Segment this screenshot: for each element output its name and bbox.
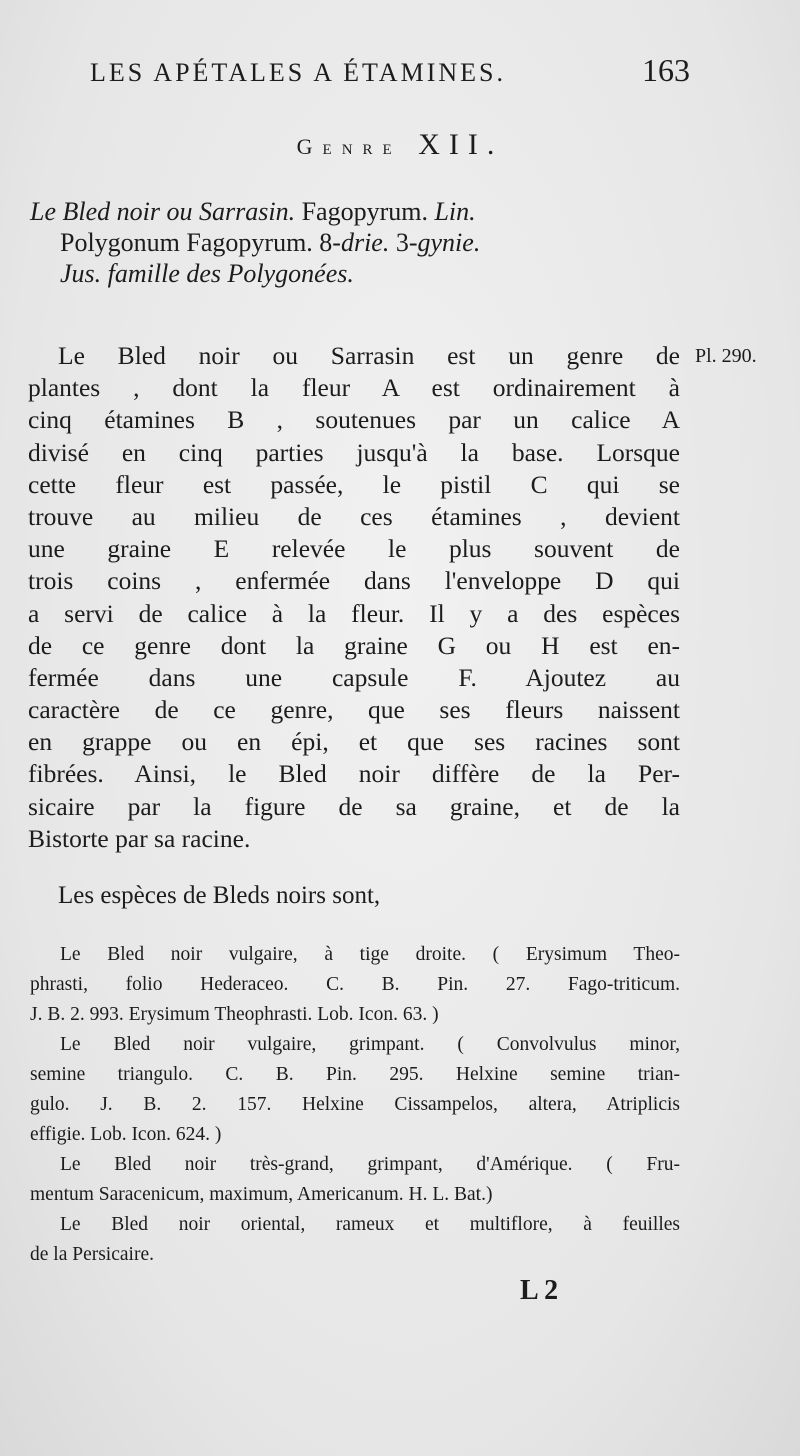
body-paragraph xyxy=(28,340,680,855)
body-line: Bistorte par sa racine. xyxy=(28,823,251,853)
body-line: de ce genre dont la graine G ou H est en- xyxy=(28,630,680,660)
intro-family: Jus. famille des Polygonées. xyxy=(60,259,354,288)
intro-gynie: gynie. xyxy=(417,228,481,257)
body-line: sicaire par la figure de sa graine, et de la xyxy=(28,791,680,821)
body-line: une graine E relevée le plus souvent de xyxy=(28,534,680,564)
genre-number: XII. xyxy=(418,128,504,161)
species-line: J. B. 2. 993. Erysimum Theophrasti. Lob. Icon. 63. ) xyxy=(30,1004,439,1025)
body-line: fibrées. Ainsi, le Bled noir diffère de la Per- xyxy=(28,759,680,789)
species-line: Le Bled noir vulgaire, grimpant. ( Convolvulus minor, xyxy=(60,1034,680,1055)
page-header xyxy=(90,52,690,89)
intro-polygonum: Polygonum Fagopyrum. 8- xyxy=(60,228,341,257)
signature-mark: L 2 xyxy=(520,1275,559,1306)
genre-word: Genre xyxy=(296,134,402,159)
intro-linnaeus-abbr: Lin. xyxy=(434,197,476,226)
body-line: trouve au milieu de ces étamines , devient xyxy=(28,501,680,531)
species-line: Le Bled noir oriental, rameux et multiflore, à feuilles xyxy=(60,1214,680,1235)
body-line: caractère de ce genre, que ses fleurs naissent xyxy=(28,695,680,725)
body-line: cinq étamines B , soutenues par un calice A xyxy=(28,405,680,435)
intro-line-2 xyxy=(30,227,680,258)
body-line: plantes , dont la fleur A est ordinairement à xyxy=(28,373,680,403)
body-line: en grappe ou en épi, et que ses racines sont xyxy=(28,727,680,757)
plate-reference: Pl. 290. xyxy=(695,345,757,367)
body-line: fermée dans une capsule F. Ajoutez au xyxy=(28,662,680,692)
intro-line-3 xyxy=(30,258,680,289)
species-line: semine triangulo. C. B. Pin. 295. Helxine semine trian- xyxy=(30,1064,680,1085)
body-line: a servi de calice à la fleur. Il y a des espèces xyxy=(28,598,680,628)
genus-intro xyxy=(30,196,680,289)
species-line: mentum Saracenicum, maximum, Americanum. H. L. Bat.) xyxy=(30,1184,493,1205)
species-line: Le Bled noir très-grand, grimpant, d'Amérique. ( Fru- xyxy=(60,1154,680,1175)
body-line: divisé en cinq parties jusqu'à la base. Lorsque xyxy=(28,437,680,467)
intro-line-1 xyxy=(30,196,680,227)
body-line: trois coins , enfermée dans l'enveloppe D qui xyxy=(28,566,680,596)
intro-drie: drie. xyxy=(340,228,390,257)
page-number: 163 xyxy=(642,52,690,88)
species-line: phrasti, folio Hederaceo. C. B. Pin. 27. Fago-triticum. xyxy=(30,974,680,995)
running-title: LES APÉTALES A ÉTAMINES. xyxy=(90,58,506,87)
intro-three: 3- xyxy=(395,228,418,257)
species-line: effigie. Lob. Icon. 624. ) xyxy=(30,1124,222,1145)
species-heading: Les espèces de Bleds noirs sont, xyxy=(58,882,381,909)
body-line: cette fleur est passée, le pistil C qui se xyxy=(28,469,680,499)
genre-heading xyxy=(0,128,800,162)
intro-latin-name: Fagopyrum. xyxy=(301,197,428,226)
species-line: gulo. J. B. 2. 157. Helxine Cissampelos, altera, Atriplicis xyxy=(30,1094,680,1115)
intro-common-name: Le Bled noir ou Sarrasin. xyxy=(30,197,296,226)
body-line: Le Bled noir ou Sarrasin est un genre de xyxy=(58,341,680,370)
species-line: de la Persicaire. xyxy=(30,1244,154,1265)
species-list xyxy=(30,940,680,1270)
species-line: Le Bled noir vulgaire, à tige droite. ( Erysimum Theo- xyxy=(60,944,680,965)
